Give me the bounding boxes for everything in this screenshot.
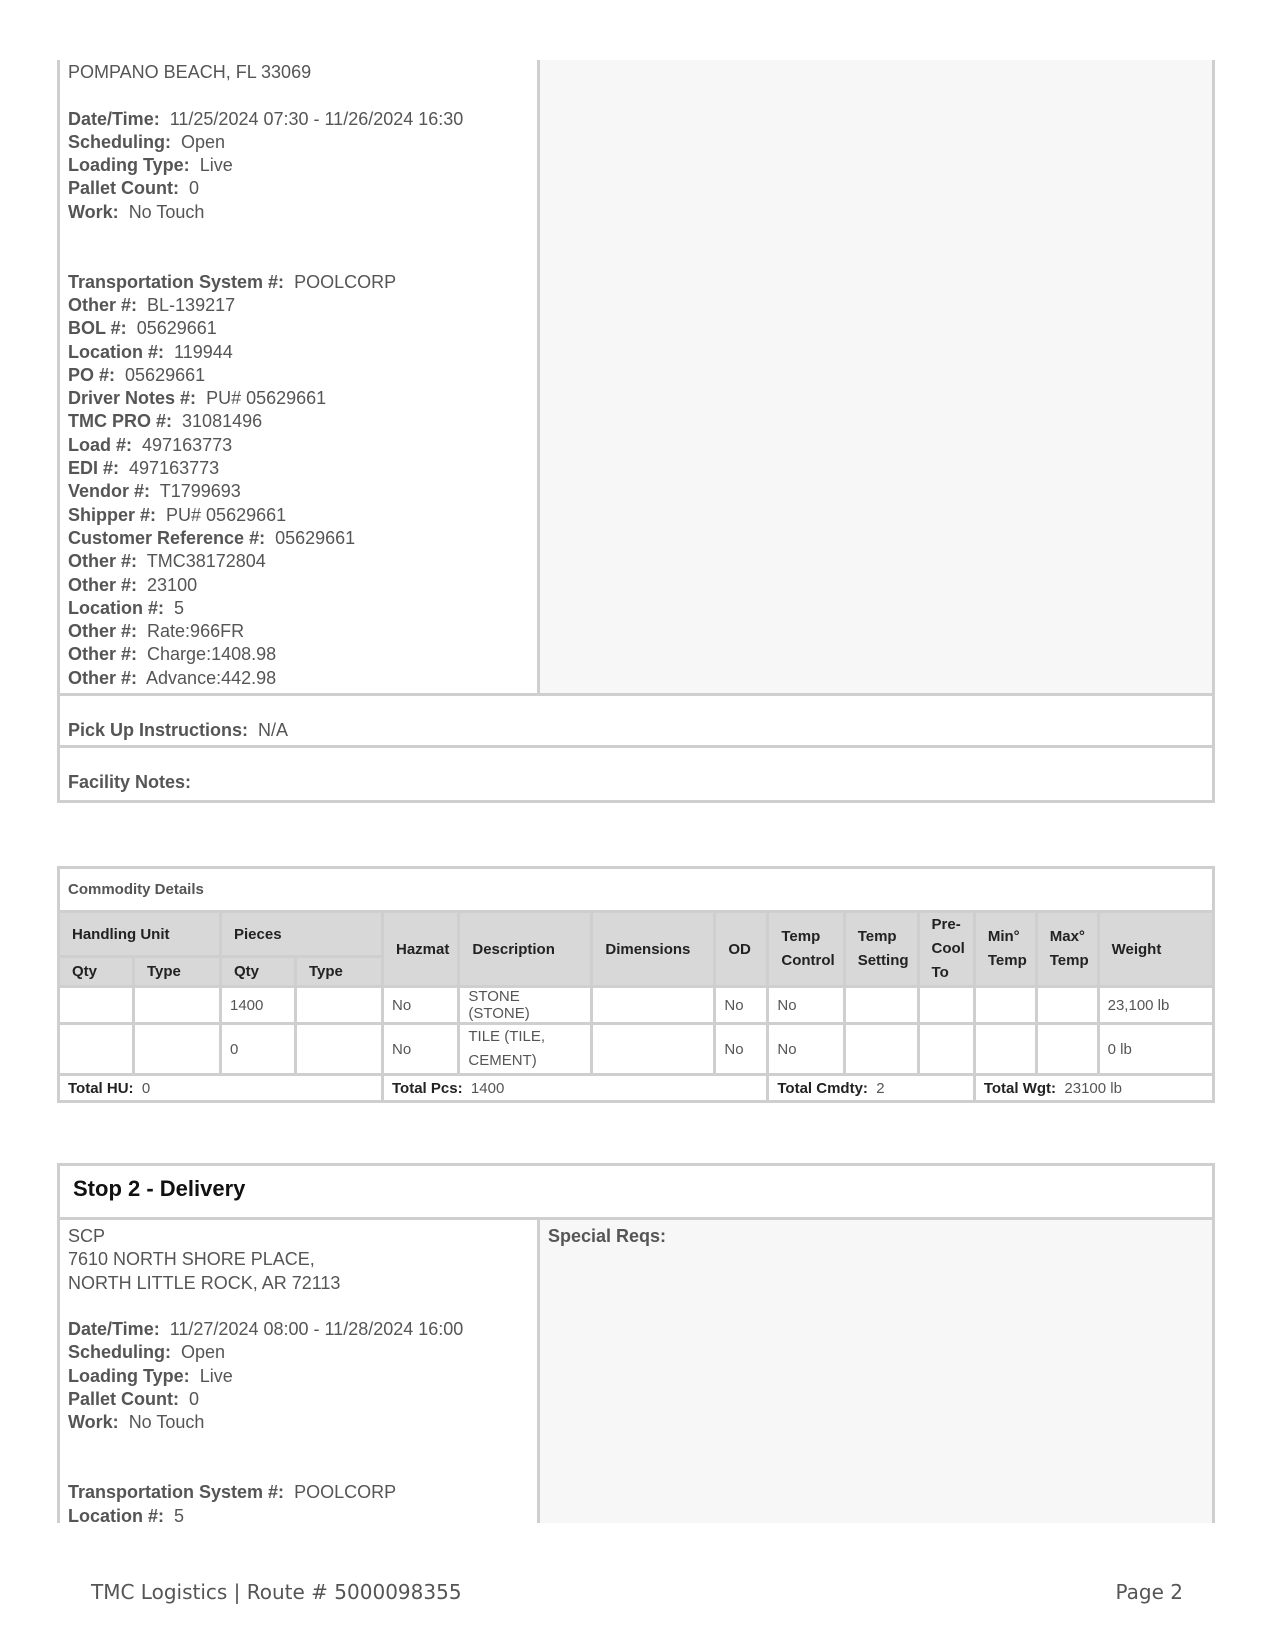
stop1-ref-field: [68, 341, 537, 364]
stop1-schedule-field-label: Pallet Count:: [68, 178, 179, 199]
stop1-ref-field: [68, 574, 537, 597]
stop1-ref-field: [68, 620, 537, 643]
header-hazmat: Hazmat: [383, 912, 459, 987]
stop1-ref-field-value: 5: [174, 597, 185, 618]
stop2-schedule-field-label: Work:: [68, 1412, 119, 1433]
header-temp-control: Temp Control: [768, 912, 844, 987]
stop1-schedule-field: [68, 201, 537, 224]
header-hu-qty: Qty: [59, 957, 134, 987]
stop1-ref-field-label: TMC PRO #:: [68, 411, 173, 432]
table-cell: [844, 1024, 918, 1075]
stop1-ref-field-value: 497163773: [142, 434, 233, 455]
stop1-ref-field-value: TMC38172804: [146, 551, 266, 572]
pickup-instructions-value: N/A: [258, 720, 289, 740]
stop1-ref-field: [68, 317, 537, 340]
stop1-ref-field-label: Transportation System #:: [68, 271, 285, 292]
stop1-ref-field: [68, 597, 537, 620]
facility-notes: Facility Notes:: [68, 772, 192, 792]
stop1-schedule-field-label: Scheduling:: [68, 131, 171, 152]
table-row: [59, 1024, 1214, 1075]
stop1-ref-field: [68, 410, 537, 433]
stop1-address: POMPANO BEACH, FL 33069: [68, 62, 312, 82]
stop1-ref-field: [68, 527, 537, 550]
table-cell: 23,100 lb: [1098, 987, 1213, 1024]
stop1-details: [57, 60, 1215, 696]
stop1-schedule-field-value: Open: [181, 131, 226, 152]
header-description: Description: [459, 912, 592, 987]
stop1-ref-field-label: Location #:: [68, 341, 165, 362]
stop2-ref-field: [68, 1481, 537, 1504]
stop1-schedule-field: [68, 154, 537, 177]
table-cell: [592, 1024, 715, 1075]
stop1-ref-field-label: Driver Notes #:: [68, 388, 197, 409]
stop1-ref-field-value: Rate:966FR: [147, 621, 245, 642]
stop1-ref-field: [68, 294, 537, 317]
stop1-ref-field-label: Location #:: [68, 597, 165, 618]
table-cell: [296, 987, 383, 1024]
table-cell: [918, 987, 974, 1024]
header-max-temp: Max° Temp: [1036, 912, 1098, 987]
stop1-ref-field: [68, 434, 537, 457]
stop1-ref-field-value: 119944: [174, 341, 233, 362]
stop1-schedule-field-value: 0: [189, 178, 200, 199]
stop1-notes: [57, 693, 1215, 803]
stop2-schedule-field-value: Live: [199, 1365, 233, 1386]
table-cell: No: [768, 987, 844, 1024]
table-cell: 1400: [221, 987, 296, 1024]
header-pc-type: Type: [296, 957, 383, 987]
table-cell: [134, 1024, 221, 1075]
stop2-right-column: [540, 1220, 1212, 1523]
table-cell: No: [715, 987, 768, 1024]
stop1-ref-field: [68, 480, 537, 503]
header-handling-unit: Handling Unit: [59, 912, 221, 957]
footer-route: TMC Logistics | Route # 5000098355: [91, 1580, 462, 1604]
table-cell: [59, 1024, 134, 1075]
table-cell: No: [715, 1024, 768, 1075]
header-od: OD: [715, 912, 768, 987]
table-row: [59, 987, 1214, 1024]
table-cell: TILE (TILE, CEMENT): [459, 1024, 592, 1075]
stop1-schedule-field-label: Work:: [68, 201, 119, 222]
stop1-ref-field-label: PO #:: [68, 364, 116, 385]
table-cell: No: [768, 1024, 844, 1075]
stop1-ref-field-value: 23100: [147, 574, 198, 595]
stop1-ref-field-label: Other #:: [68, 574, 138, 595]
stop2-schedule-field-label: Loading Type:: [68, 1365, 190, 1386]
commodity-title: Commodity Details: [59, 868, 1214, 912]
stop2-ref-field-value: 5: [174, 1505, 185, 1526]
footer-page-number: Page 2: [1115, 1580, 1183, 1604]
header-temp-setting: Temp Setting: [844, 912, 918, 987]
table-cell: 0 lb: [1098, 1024, 1213, 1075]
stop1-ref-field-label: Load #:: [68, 434, 133, 455]
table-cell: [59, 987, 134, 1024]
stop1-ref-field-label: Vendor #:: [68, 481, 151, 502]
total-pcs: Total Pcs: 1400: [383, 1075, 768, 1102]
stop2-schedule-field: [68, 1365, 537, 1388]
stop2-schedule-field-value: 11/27/2024 08:00 - 11/28/2024 16:00: [169, 1319, 464, 1340]
stop1-ref-field-label: Customer Reference #:: [68, 527, 266, 548]
stop1-ref-field-value: 05629661: [136, 318, 217, 339]
special-reqs-label: Special Reqs:: [548, 1226, 667, 1246]
total-wgt: Total Wgt: 23100 lb: [974, 1075, 1213, 1102]
total-hu: Total HU: 0: [59, 1075, 383, 1102]
stop1-ref-field-label: Shipper #:: [68, 504, 157, 525]
stop1-schedule-field: [68, 108, 537, 131]
stop2-schedule-field-label: Scheduling:: [68, 1342, 171, 1363]
stop2-ref-field-label: Location #:: [68, 1505, 165, 1526]
stop1-ref-field: [68, 667, 537, 690]
table-cell: [134, 987, 221, 1024]
table-cell: No: [383, 987, 459, 1024]
commodity-details: [57, 866, 1215, 1105]
stop2-title: Stop 2 - Delivery: [57, 1163, 1215, 1220]
pickup-instructions: Pick Up Instructions: N/A: [60, 696, 1212, 748]
header-pre-cool-to: Pre-Cool To: [918, 912, 974, 987]
stop2-schedule-field: [68, 1341, 537, 1364]
stop1-schedule-field-value: 11/25/2024 07:30 - 11/26/2024 16:30: [169, 108, 464, 129]
header-dimensions: Dimensions: [592, 912, 715, 987]
stop1-ref-field-value: BL-139217: [147, 294, 236, 315]
stop2-schedule-field-label: Date/Time:: [68, 1319, 160, 1340]
stop1-ref-field-label: Other #:: [68, 294, 138, 315]
table-cell: STONE (STONE): [459, 987, 592, 1024]
stop1-ref-field-value: 05629661: [125, 364, 206, 385]
stop1-ref-field: [68, 387, 537, 410]
stop1-schedule-field-value: No Touch: [128, 201, 205, 222]
stop2-schedule-field-value: Open: [181, 1342, 226, 1363]
stop1-schedule-field: [68, 131, 537, 154]
table-cell: [296, 1024, 383, 1075]
header-pc-qty: Qty: [221, 957, 296, 987]
stop1-schedule-field: [68, 177, 537, 200]
stop1-ref-field: [68, 364, 537, 387]
header-hu-type: Type: [134, 957, 221, 987]
stop2-address1: 7610 NORTH SHORE PLACE,: [68, 1249, 315, 1270]
stop1-schedule-field-value: Live: [199, 155, 233, 176]
stop2-ref-field-value: POOLCORP: [294, 1482, 397, 1503]
stop1-ref-field: [68, 550, 537, 573]
stop1-schedule-field-label: Date/Time:: [68, 108, 160, 129]
stop1-ref-field: [68, 504, 537, 527]
table-cell: [974, 1024, 1036, 1075]
table-cell: 0: [221, 1024, 296, 1075]
stop2-schedule-field: [68, 1318, 537, 1341]
stop1-ref-field-value: Charge:1408.98: [147, 644, 277, 665]
stop2-ref-field: [68, 1505, 537, 1528]
commodity-table: [57, 866, 1215, 1103]
stop1-ref-field-label: EDI #:: [68, 458, 120, 479]
header-min-temp: Min° Temp: [974, 912, 1036, 987]
total-cmdty: Total Cmdty: 2: [768, 1075, 974, 1102]
table-cell: [918, 1024, 974, 1075]
stop2-schedule-field-label: Pallet Count:: [68, 1389, 179, 1410]
header-pieces: Pieces: [221, 912, 383, 957]
stop1-ref-field-value: 31081496: [182, 411, 263, 432]
stop1-ref-field-value: POOLCORP: [294, 271, 397, 292]
stop1-ref-field-label: BOL #:: [68, 318, 127, 339]
stop2-name: SCP: [68, 1226, 106, 1246]
stop1-ref-field-value: PU# 05629661: [206, 388, 327, 409]
stop2-schedule-field: [68, 1388, 537, 1411]
table-cell: No: [383, 1024, 459, 1075]
stop2-ref-field-label: Transportation System #:: [68, 1482, 285, 1503]
stop2-schedule-field-value: 0: [189, 1389, 200, 1410]
stop2-left-column: [60, 1220, 540, 1526]
stop1-ref-field: [68, 643, 537, 666]
table-cell: [592, 987, 715, 1024]
stop1-left-column: [60, 60, 540, 693]
stop1-ref-field-label: Other #:: [68, 667, 138, 688]
stop1-ref-field-value: 497163773: [129, 458, 220, 479]
totals-row: [59, 1075, 1214, 1102]
header-weight: Weight: [1098, 912, 1213, 987]
stop1-ref-field: [68, 457, 537, 480]
stop1-right-column: [540, 60, 1212, 693]
stop2-details: [57, 1217, 1215, 1526]
table-cell: [1036, 1024, 1098, 1075]
stop1-ref-field-label: Other #:: [68, 644, 138, 665]
stop2-schedule-field: [68, 1411, 537, 1434]
stop1-ref-field-label: Other #:: [68, 551, 138, 572]
stop1-ref-field-value: Advance:442.98: [146, 667, 277, 688]
stop1-ref-field-value: 05629661: [275, 527, 356, 548]
stop1-ref-field-label: Other #:: [68, 621, 138, 642]
stop1-schedule-field-label: Loading Type:: [68, 155, 190, 176]
stop2-address2: NORTH LITTLE ROCK, AR 72113: [68, 1272, 341, 1293]
stop1-ref-field-value: T1799693: [159, 481, 241, 502]
table-cell: [844, 987, 918, 1024]
table-cell: [1036, 987, 1098, 1024]
stop1-ref-field: [68, 271, 537, 294]
table-cell: [974, 987, 1036, 1024]
stop1-ref-field-value: PU# 05629661: [166, 504, 287, 525]
stop2-schedule-field-value: No Touch: [128, 1412, 205, 1433]
